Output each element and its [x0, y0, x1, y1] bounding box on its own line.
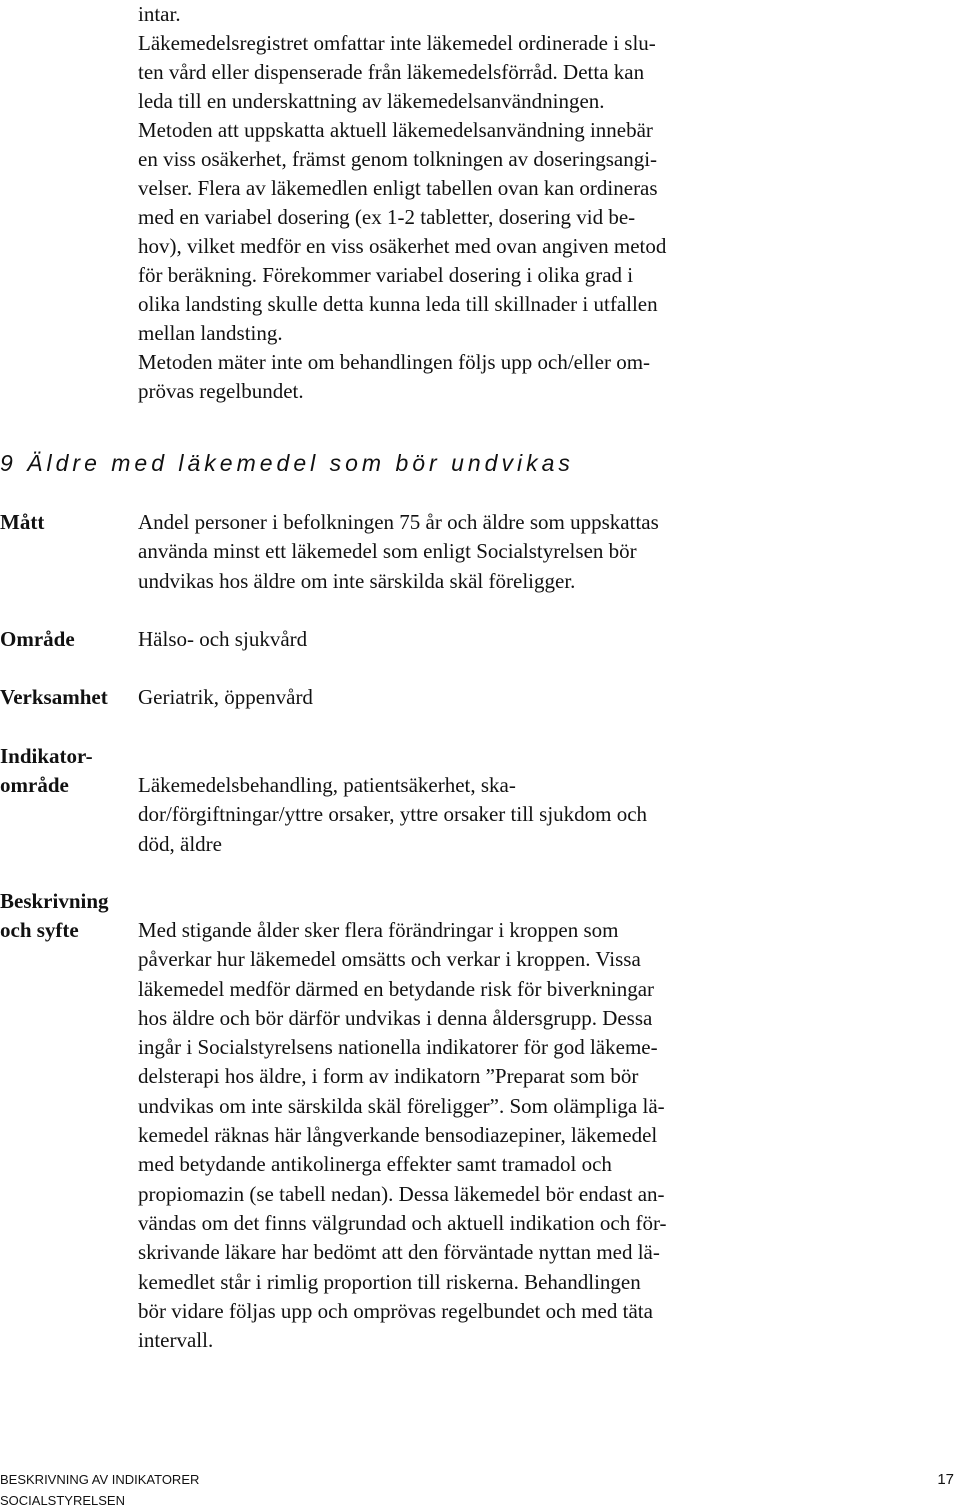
intro-line: ten vård eller dispenserade från läkemedelsförråd. Detta kan	[138, 60, 645, 84]
label-line: Område	[0, 627, 75, 651]
label-line: område	[0, 773, 69, 797]
value-line: Hälso- och sjukvård	[138, 627, 308, 651]
value-line: intervall.	[138, 1328, 214, 1353]
intro-line: prövas regelbundet.	[138, 379, 304, 403]
field-value-verksamhet	[138, 683, 918, 712]
label-line: Beskrivning	[0, 889, 109, 913]
value-line: delsterapi hos äldre, i form av indikatorn ”Preparat som bör	[138, 1064, 639, 1089]
intro-text	[138, 0, 898, 406]
value-line: bör vidare följas upp och omprövas regelbundet och med täta	[138, 1298, 653, 1323]
field-label-matt	[0, 508, 44, 537]
label-line: Verksamhet	[0, 685, 108, 709]
value-line: undvikas om inte särskilda skäl föreligger”. Som olämpliga lä-	[138, 1093, 665, 1118]
field-label-verksamhet	[0, 683, 108, 712]
intro-line: Metoden mäter inte om behandlingen följs upp och/eller om-	[138, 350, 651, 374]
field-label-beskrivning	[0, 887, 109, 945]
value-line: kemedlet står i rimlig proportion till riskerna. Behandlingen	[138, 1269, 641, 1294]
page-number: 17	[937, 1471, 954, 1488]
intro-line: hov), vilket medför en viss osäkerhet med ovan angiven metod	[138, 234, 667, 258]
value-line: Läkemedelsbehandling, patientsäkerhet, ska-	[138, 773, 516, 797]
value-line: använda minst ett läkemedel som enligt Socialstyrelsen bör	[138, 539, 637, 564]
value-line: ingår i Socialstyrelsens nationella indikatorer för god läkeme-	[138, 1035, 658, 1060]
intro-line: en viss osäkerhet, främst genom tolkningen av doseringsangi-	[138, 147, 658, 171]
field-value-indikatoromrade	[138, 771, 918, 859]
label-line: och syfte	[0, 918, 79, 942]
value-line: Med stigande ålder sker flera förändringar i kroppen som	[138, 918, 619, 942]
footer-document-title: BESKRIVNING AV INDIKATORER	[0, 1472, 200, 1487]
value-line: hos äldre och bör därför undvikas i denna åldersgrupp. Dessa	[138, 1005, 653, 1030]
intro-line: Läkemedelsregistret omfattar inte läkemedel ordinerade i slu-	[138, 31, 656, 55]
value-line: dor/förgiftningar/yttre orsaker, yttre orsaker till sjukdom och	[138, 802, 648, 827]
value-line: påverkar hur läkemedel omsätts och verkar i kroppen. Vissa	[138, 947, 641, 972]
label-line: Mått	[0, 510, 45, 534]
field-label-omrade	[0, 625, 75, 654]
intro-line: olika landsting skulle detta kunna leda till skillnader i utfallen	[138, 292, 658, 316]
label-line: Indikator-	[0, 744, 93, 768]
value-line: undvikas hos äldre om inte särskilda skäl föreligger.	[138, 568, 576, 593]
intro-line: med en variabel dosering (ex 1-2 tabletter, dosering vid be-	[138, 205, 636, 229]
field-value-omrade	[138, 625, 918, 654]
intro-line: leda till en underskattning av läkemedelsanvändningen.	[138, 89, 605, 113]
intro-line: intar.	[138, 2, 181, 26]
field-label-indikatoromrade	[0, 742, 93, 800]
value-line: död, äldre	[138, 831, 222, 856]
value-line: propiomazin (se tabell nedan). Dessa läkemedel bör endast an-	[138, 1181, 665, 1206]
value-line: med betydande antikolinerga effekter samt tramadol och	[138, 1152, 612, 1177]
footer-organization: SOCIALSTYRELSEN	[0, 1493, 125, 1508]
value-line: kemedel räknas här långverkande bensodiazepiner, läkemedel	[138, 1123, 658, 1148]
section-heading: 9 Äldre med läkemedel som bör undvikas	[0, 450, 574, 476]
value-line: skrivande läkare har bedömt att den förväntade nyttan med lä-	[138, 1240, 660, 1265]
value-line: Geriatrik, öppenvård	[138, 685, 313, 709]
intro-line: för beräkning. Förekommer variabel dosering i olika grad i	[138, 263, 634, 287]
field-value-beskrivning	[138, 916, 918, 1355]
value-line: vändas om det finns välgrundad och aktuell indikation och för-	[138, 1210, 667, 1235]
intro-line: velser. Flera av läkemedlen enligt tabellen ovan kan ordineras	[138, 176, 658, 200]
intro-line: Metoden att uppskatta aktuell läkemedelsanvändning innebär	[138, 118, 653, 142]
field-value-matt	[138, 508, 918, 596]
value-line: läkemedel medför därmed en betydande risk för biverkningar	[138, 976, 655, 1001]
intro-line: mellan landsting.	[138, 321, 283, 345]
value-line: Andel personer i befolkningen 75 år och äldre som uppskattas	[138, 510, 659, 534]
